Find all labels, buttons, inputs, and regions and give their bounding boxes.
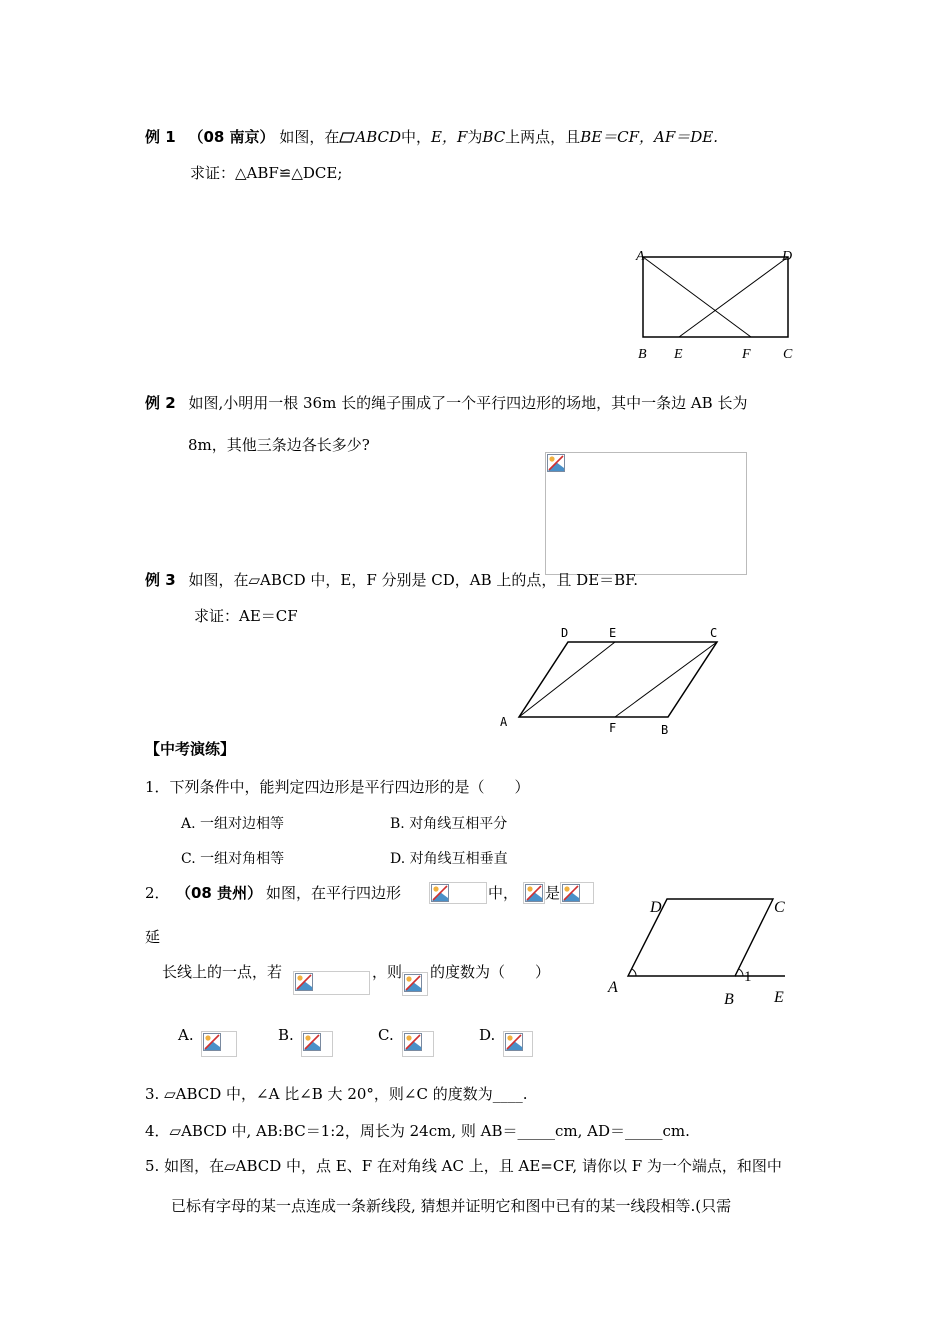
fig1-label-b: B — [638, 347, 647, 362]
example-1-condition: BE＝CF，AF＝DE. — [580, 128, 719, 146]
fig3-label-d: D — [561, 626, 569, 640]
fig2-angle-label: 1 — [744, 969, 752, 985]
question-2-option-d: D. — [479, 1026, 496, 1044]
question-2-option-c: C. — [378, 1026, 394, 1044]
example-1-text: 上两点，且 — [505, 128, 581, 146]
question-2-text: 如图，在平行四边形 — [266, 884, 402, 902]
example-1-text: 为 — [467, 128, 483, 146]
example-1-source: （08 南京） — [188, 128, 275, 146]
question-4: 4．▱ABCD 中, AB:BC＝1:2，周长为 24cm, 则 AB＝_____cm, AD＝_____cm. — [145, 1122, 690, 1140]
fig2-label-e: E — [774, 989, 784, 1006]
parallelogram-icon — [339, 132, 355, 144]
fig1-label-c: C — [783, 347, 793, 362]
example-1-name: ABCD — [355, 128, 401, 146]
math-placeholder — [293, 971, 370, 995]
fig1-label-a: A — [636, 249, 645, 264]
question-1-option-b: B. 对角线互相平分 — [390, 816, 508, 832]
fig2-label-b: B — [724, 991, 734, 1008]
question-2-text: 中， — [488, 884, 519, 902]
rectangle-figure — [630, 245, 800, 370]
broken-image-icon — [431, 884, 449, 902]
broken-image-icon — [505, 1033, 523, 1051]
example-1-text: 中， — [401, 128, 432, 146]
image-placeholder — [545, 452, 747, 575]
example-1-label: 例 1 — [145, 128, 176, 146]
question-5-line-2: 已标有字母的某一点连成一条新线段, 猜想并证明它和图中已有的某一线段相等.(只需 — [171, 1197, 732, 1215]
question-2-text: 延 — [145, 928, 161, 946]
question-3: 3. ▱ABCD 中，∠A 比∠B 大 20°，则∠C 的度数为____. — [145, 1085, 528, 1103]
question-2-text: 的度数为（ ） — [430, 963, 551, 981]
fig3-label-e: E — [609, 626, 617, 640]
example-2-text-2: 8m，其他三条边各长多少? — [188, 436, 370, 454]
fig2-label-a: A — [608, 979, 618, 996]
question-2-text: ，则 — [372, 963, 403, 981]
broken-image-icon — [404, 974, 422, 992]
example-2-text: 如图,小明用一根 36m 长的绳子围成了一个平行四边形的场地，其中一条边 AB 长为 — [188, 394, 748, 412]
math-placeholder — [429, 882, 487, 904]
question-2-num: 2． — [145, 884, 170, 902]
fig2-label-c: C — [774, 899, 785, 916]
broken-image-icon — [295, 973, 313, 991]
fig3-label-a: A — [500, 715, 508, 729]
broken-image-icon — [525, 884, 543, 902]
example-3-prove: 求证：AE＝CF — [194, 607, 298, 625]
fig3-label-f: F — [609, 721, 617, 735]
question-1-stem: 1．下列条件中，能判定四边形是平行四边形的是（ ） — [145, 778, 530, 796]
question-1-option-d: D. 对角线互相垂直 — [390, 851, 508, 867]
math-placeholder — [201, 1031, 237, 1057]
question-1-option-c: C. 一组对角相等 — [181, 851, 285, 867]
question-1-option-a: A. 一组对边相等 — [181, 816, 285, 832]
question-2-option-a: A. — [178, 1026, 194, 1044]
example-1-points: E，F — [431, 128, 468, 146]
math-placeholder — [402, 1031, 434, 1057]
math-placeholder — [523, 882, 545, 904]
math-placeholder — [402, 972, 428, 996]
example-1-text: 如图，在 — [279, 128, 340, 146]
example-1-segment: BC — [482, 128, 506, 146]
parallelogram-angle-figure — [600, 890, 795, 1015]
broken-image-icon — [203, 1033, 221, 1051]
example-3-line — [145, 571, 638, 589]
fig1-label-d: D — [782, 249, 793, 264]
example-2-label: 例 2 — [145, 394, 176, 412]
fig2-label-d: D — [650, 899, 662, 916]
broken-image-icon — [303, 1033, 321, 1051]
question-2-source: （08 贵州） — [176, 884, 263, 902]
broken-image-icon — [547, 454, 565, 472]
question-5-line-1: 5. 如图，在▱ABCD 中，点 E、F 在对角线 AC 上，且 AE=CF, 请你以 F 为一个端点，和图中 — [145, 1157, 782, 1175]
parallelogram-figure — [495, 622, 735, 740]
fig3-label-c: C — [710, 626, 718, 640]
math-placeholder — [560, 882, 594, 904]
question-2-option-b: B. — [278, 1026, 294, 1044]
example-3-text: 如图，在▱ABCD 中，E，F 分别是 CD，AB 上的点，且 DE＝BF. — [188, 571, 639, 589]
fig1-label-f: F — [742, 347, 751, 362]
section-title: 【中考演练】 — [145, 740, 236, 758]
example-1-line — [145, 128, 718, 146]
broken-image-icon — [562, 884, 580, 902]
fig1-label-e: E — [674, 347, 683, 362]
math-placeholder — [301, 1031, 333, 1057]
example-3-label: 例 3 — [145, 571, 176, 589]
question-2-text: 长线上的一点，若 — [162, 963, 283, 981]
example-1-prove: 求证：△ABF≌△DCE; — [190, 164, 343, 182]
question-2-text: 是 — [545, 884, 561, 902]
math-placeholder — [503, 1031, 533, 1057]
example-2-line — [145, 394, 747, 412]
broken-image-icon — [404, 1033, 422, 1051]
fig3-label-b: B — [661, 723, 669, 737]
